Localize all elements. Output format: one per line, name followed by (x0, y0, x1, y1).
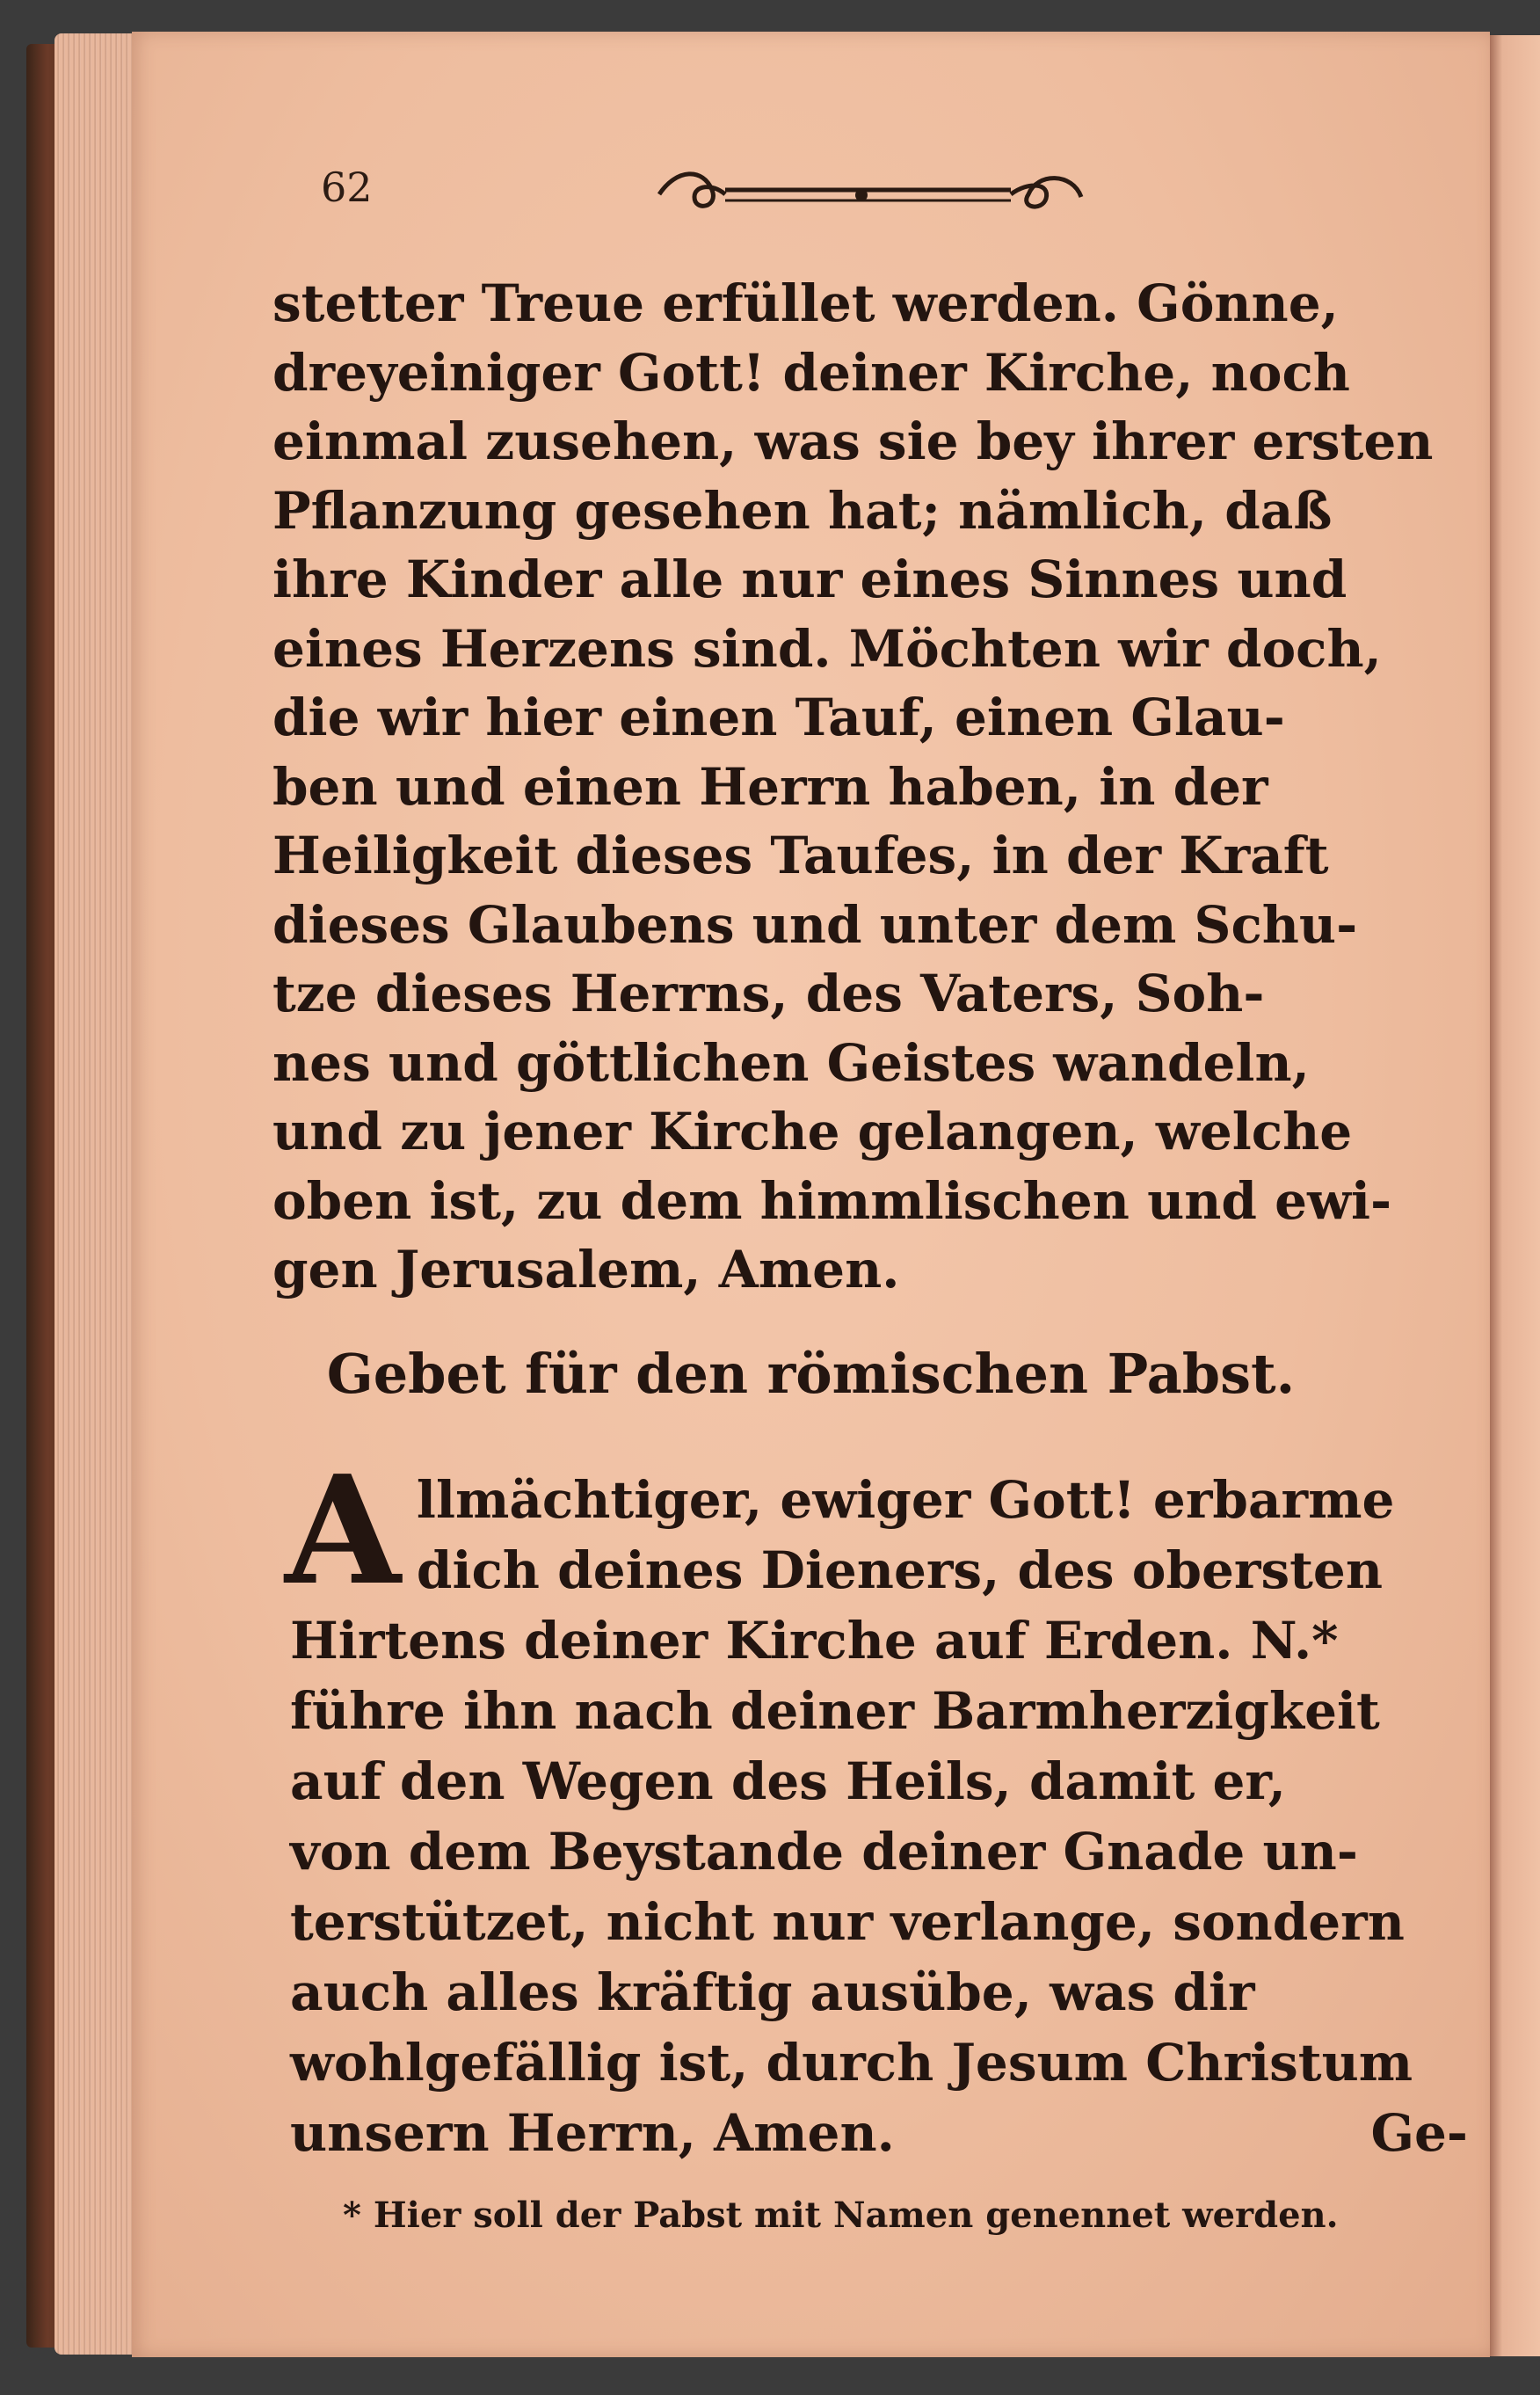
text-line: einmal zusehen, was sie bey ihrer ersten (272, 411, 1434, 471)
text-line: Heiligkeit dieses Taufes, in der Kraft (272, 826, 1329, 885)
body-text (272, 269, 1468, 1305)
text-line: nes und göttlichen Geistes wandeln, (272, 1032, 1310, 1093)
page-number: 62 (321, 164, 373, 211)
text-line (290, 2098, 1468, 2168)
text-line: die wir hier einen Tauf, einen Glau- (272, 688, 1285, 747)
text-line: wohlgefällig ist, durch Jesum Christum (290, 2033, 1413, 2093)
text-line: ben und einen Herrn haben, in der (272, 756, 1268, 817)
prayer-text (285, 1443, 1468, 2168)
section-heading: Gebet für den römischen Pabst. (326, 1342, 1296, 1406)
text-line: Pflanzung gesehen hat; nämlich, daß (272, 480, 1333, 541)
text-line: Hirtens deiner Kirche auf Erden. N.* (290, 1611, 1339, 1671)
text-line: führe ihn nach deiner Barmherzigkeit (290, 1681, 1380, 1741)
text-line: und zu jener Kirche gelangen, welche (272, 1102, 1353, 1161)
text-line: terstützet, nicht nur verlange, sondern (290, 1892, 1405, 1952)
text-line: gen Jerusalem, Amen. (272, 1240, 900, 1299)
text-line-content: unsern Herrn, Amen. (290, 2103, 895, 2163)
footnote: * Hier soll der Pabst mit Namen genennet werden. (343, 2195, 1339, 2236)
text-line: dich deines Dieners, des obersten (416, 1540, 1383, 1600)
text-line: tze dieses Herrns, des Vaters, Soh- (272, 964, 1265, 1023)
text-line: von dem Beystande deiner Gnade un- (290, 1822, 1358, 1882)
text-line: auch alles kräftig ausübe, was dir (290, 1962, 1255, 2022)
catchword: Ge- (1370, 2103, 1468, 2163)
text-line: dieses Glaubens und unter dem Schu- (272, 894, 1358, 955)
drop-cap: A (285, 1443, 401, 1619)
text-line: oben ist, zu dem himmlischen und ewi- (272, 1170, 1392, 1231)
text-line: ihre Kinder alle nur eines Sinnes und (272, 550, 1348, 609)
page-header (132, 164, 1490, 234)
text-line: stetter Treue erfüllet werden. Gönne, (272, 273, 1339, 333)
book-page (132, 32, 1490, 2357)
text-line: auf den Wegen des Heils, damit er, (290, 1751, 1286, 1811)
facing-page-edge (1490, 35, 1540, 2356)
text-line: dreyeiniger Gott! deiner Kirche, noch (272, 342, 1350, 403)
text-line: llmächtiger, ewiger Gott! erbarme (416, 1470, 1395, 1530)
ornamental-rule-icon (642, 164, 1099, 225)
text-line: eines Herzens sind. Möchten wir doch, (272, 618, 1382, 679)
